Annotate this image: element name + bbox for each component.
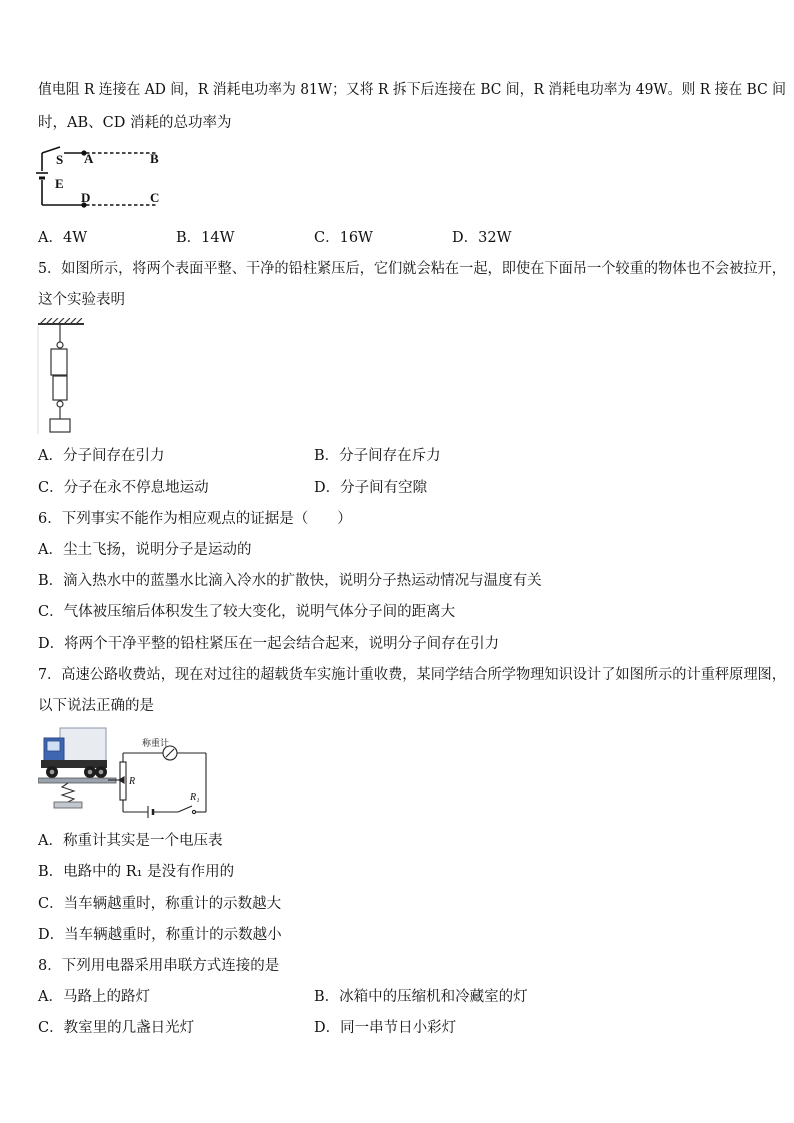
q4-label-c: C [150,190,160,205]
q7-option-d: D．当车辆越重时，称重计的示数越小 [38,927,282,943]
q6-option-a: A．尘土飞扬，说明分子是运动的 [38,542,252,558]
q5-option-b: B．分子间存在斥力 [314,448,441,464]
q7-truck-image [41,728,107,778]
q6-stem: 6．下列事实不能作为相应观点的证据是（ ） [38,511,352,527]
q7-label-r: R [129,776,136,787]
q7-base [54,802,82,808]
q4-label-d: D [81,190,91,205]
q5-option-a: A．分子间存在引力 [38,448,165,464]
q4-option-c: C．16W [314,230,373,246]
q8-option-c: C．教室里的几盏日光灯 [38,1020,195,1036]
q7-option-b: B．电路中的 R₁ 是没有作用的 [38,864,235,880]
q7-scale-platform [38,778,116,783]
q4-circuit-figure [34,143,170,215]
q6-option-b: B．滴入热水中的蓝墨水比滴入冷水的扩散快，说明分子热运动情况与温度有关 [38,573,542,589]
q4-option-b: B．14W [176,230,235,246]
q7-stem-line2: 以下说法正确的是 [38,698,154,714]
q4-label-a: A [84,151,94,166]
q5-lower-lead-cylinder [53,376,67,400]
q4-stem-line1: 值电阻 R 连接在 AD 间，R 消耗电功率为 81W；又将 R 拆下后连接在 BC 间，R 消耗电功率为 49W。则 R 接在 BC 间 [38,82,786,98]
q7-spring [62,783,74,802]
q7-weighing-scale-figure [38,724,210,822]
q7-switch [178,806,192,812]
q4-option-a: A．4W [38,230,88,246]
q5-stem-line2: 这个实验表明 [38,292,125,308]
q4-stem-line2: 时，AB、CD 消耗的总功率为 [38,115,232,131]
q8-stem: 8．下列用电器采用串联方式连接的是 [38,958,280,974]
q4-label-s: S [56,152,64,167]
q4-label-b: B [150,151,159,166]
q4-option-d: D．32W [452,230,512,246]
q7-label-meter: 称重计 [142,738,170,748]
q5-lead-cylinders-figure [36,318,86,436]
q8-option-b: B．冰箱中的压缩机和冷藏室的灯 [314,989,528,1005]
q7-label-r1: R₁ [190,792,200,803]
q5-hook-bottom [57,401,63,407]
q5-upper-lead-cylinder [51,349,67,375]
q8-option-d: D．同一串节日小彩灯 [314,1020,457,1036]
q4-label-e: E [55,176,64,191]
q5-option-d: D．分子间有空隙 [314,480,428,496]
q8-option-a: A．马路上的路灯 [38,989,150,1005]
q5-hook-top [57,342,63,348]
q7-option-c: C．当车辆越重时，称重计的示数越大 [38,896,282,912]
q5-heavy-object [50,419,70,432]
q6-option-d: D．将两个干净平整的铅柱紧压在一起会结合起来，说明分子间存在引力 [38,636,500,652]
q5-stem-line1: 5．如图所示，将两个表面平整、干净的铅柱紧压后，它们就会粘在一起，即使在下面吊一个较重的物体也不会被拉开， [38,261,786,277]
q7-stem-line1: 7．高速公路收费站，现在对过往的超载货车实施计重收费，某同学结合所学物理知识设计了如图所示的计重秤原理图， [38,667,786,683]
q7-option-a: A．称重计其实是一个电压表 [38,833,223,849]
q5-option-c: C．分子在永不停息地运动 [38,480,209,496]
q6-option-c: C．气体被压缩后体积发生了较大变化，说明气体分子间的距离大 [38,604,456,620]
